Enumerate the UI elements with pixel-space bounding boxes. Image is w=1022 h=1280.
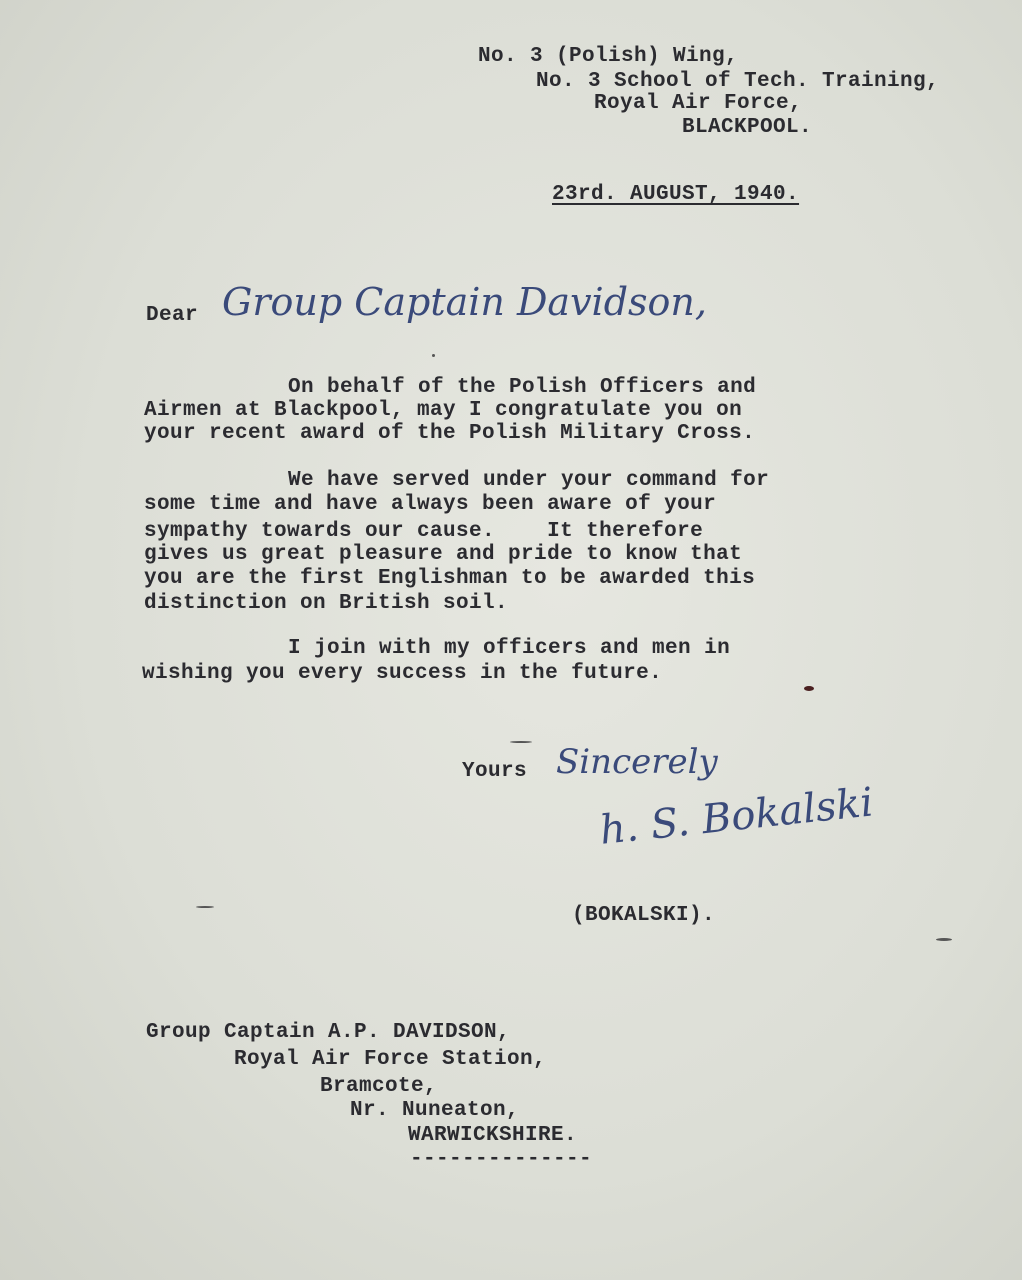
body-p1-line-1: On behalf of the Polish Officers and — [288, 376, 757, 399]
recipient-line-5: WARWICKSHIRE. — [408, 1124, 578, 1147]
ink-speck — [432, 354, 435, 357]
body-p3-line-1: I join with my officers and men in — [288, 637, 731, 660]
recipient-line-2: Royal Air Force Station, — [234, 1048, 547, 1071]
body-p2-line-1: We have served under your command for — [288, 469, 770, 492]
signatory-name: (BOKALSKI). — [572, 904, 716, 927]
body-p2-line-4: gives us great pleasure and pride to know that — [144, 543, 743, 566]
ink-speck — [510, 741, 532, 743]
body-p2-line-5: you are the first Englishman to be awarded this — [144, 567, 756, 590]
body-p2-line-2: some time and have always been aware of your — [144, 493, 717, 516]
header-line-2: No. 3 School of Tech. Training, — [536, 70, 940, 93]
closing-typed: Yours — [462, 760, 528, 783]
body-p2-line-6: distinction on British soil. — [144, 592, 509, 615]
salutation-typed: Dear — [146, 304, 199, 327]
recipient-line-1: Group Captain A.P. DAVIDSON, — [146, 1021, 511, 1044]
body-p1-line-3: your recent award of the Polish Military Cross. — [144, 422, 756, 445]
ink-speck — [936, 938, 952, 941]
body-p2-line-3: sympathy towards our cause. It therefore — [144, 520, 704, 543]
body-p1-line-2: Airmen at Blackpool, may I congratulate you on — [144, 399, 743, 422]
header-line-4: BLACKPOOL. — [682, 116, 813, 139]
header-line-1: No. 3 (Polish) Wing, — [478, 45, 739, 68]
letter-date: 23rd. AUGUST, 1940. — [552, 183, 800, 206]
recipient-line-4: Nr. Nuneaton, — [350, 1099, 520, 1122]
header-line-3: Royal Air Force, — [594, 92, 803, 115]
recipient-line-3: Bramcote, — [320, 1075, 438, 1098]
salutation-handwritten: Group Captain Davidson, — [222, 280, 707, 324]
signature: h. S. Bokalski — [597, 779, 876, 854]
ink-speck — [196, 906, 214, 908]
ink-speck — [804, 686, 814, 691]
recipient-rule: -------------- — [410, 1148, 593, 1171]
body-p3-line-2: wishing you every success in the future. — [142, 662, 663, 685]
closing-handwritten: Sincerely — [556, 742, 718, 782]
